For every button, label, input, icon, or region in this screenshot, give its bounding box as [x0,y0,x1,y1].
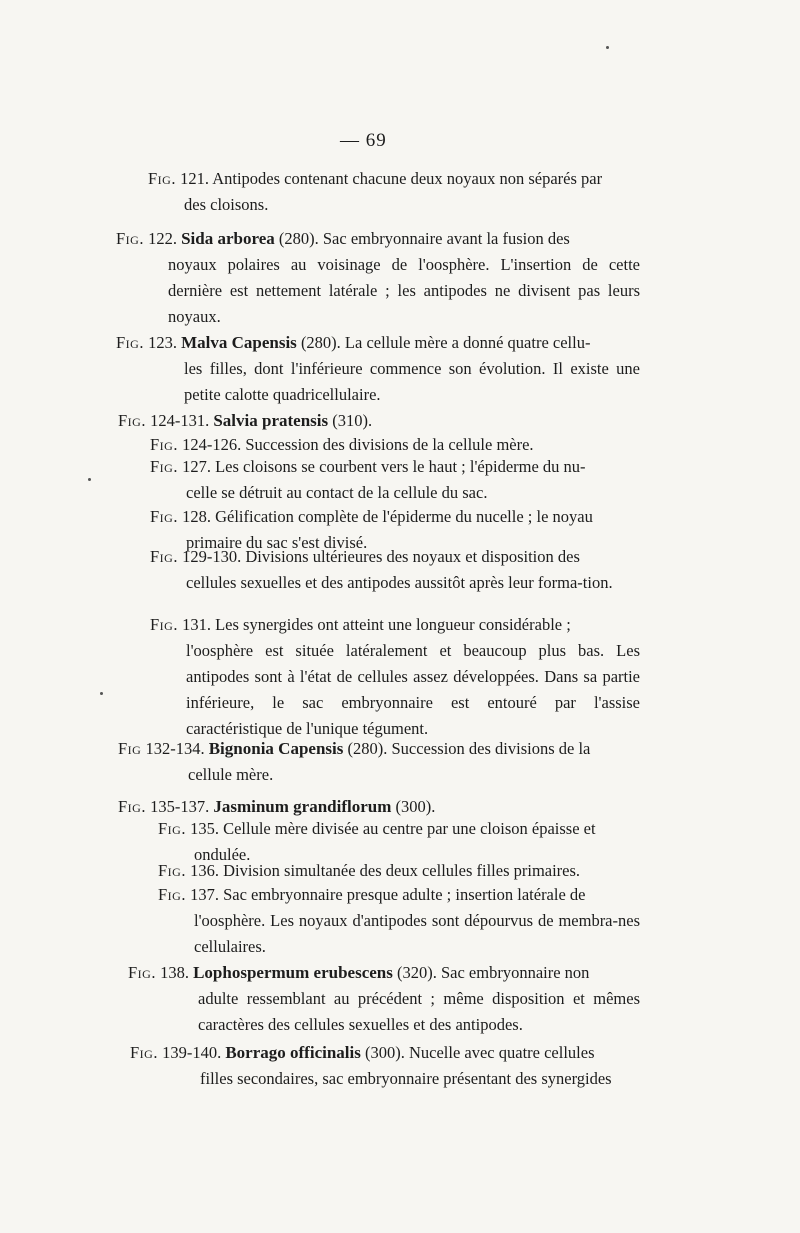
caption-text: (280). Sac embryonnaire avant la fusion des [278,229,570,248]
caption-text: (310). [332,411,373,430]
fig-number: 128. [182,507,211,526]
caption-continuation: l'oosphère. Les noyaux d'antipodes sont dépourvus de membra-nes cellulaires. [194,911,640,956]
fig-number: 123. [148,333,177,352]
species-name: Bignonia Capensis [208,739,344,758]
caption-text: Les synergides ont atteint une longueur considérable ; [215,615,571,634]
caption-continuation: adulte ressemblant au précédent ; même disposition et mêmes caractères des cellules sexuelles et des antipodes. [198,989,640,1034]
caption-text: Cellule mère divisée au centre par une cloison épaisse et [223,819,596,838]
fig-number: 124-131. [150,411,210,430]
fig-label: Fig. [116,229,144,248]
caption-continuation: primaire du sac s'est divisé. [186,533,368,552]
caption-continuation: celle se détruit au contact de la cellule du sac. [186,483,488,502]
fig-number: 135. [190,819,219,838]
figure-caption-139-140 [130,1040,642,1092]
fig-number: 121. [180,169,209,188]
fig-label: Fig. [150,615,178,634]
caption-continuation: cellule mère. [188,765,274,784]
figure-caption-132-134 [118,736,640,788]
fig-label: Fig. [158,861,186,880]
figure-caption-131 [150,612,640,742]
fig-label: Fig. [118,411,146,430]
fig-number: 136. [190,861,219,880]
figure-caption-136 [158,858,640,884]
caption-text: Division simultanée des deux cellules filles primaires. [223,861,581,880]
fig-label: Fig. [150,435,178,454]
paper-speck [606,46,609,49]
figure-caption-123 [116,330,640,408]
species-name: Malva Capensis [181,333,297,352]
caption-continuation: cellules sexuelles et des antipodes aussitôt après leur forma-tion. [186,573,613,592]
caption-text: (280). La cellule mère a donné quatre cellu- [300,333,591,352]
figure-caption-124-131 [118,408,640,434]
species-name: Salvia pratensis [213,411,329,430]
species-name: Borrago officinalis [225,1043,361,1062]
fig-label: Fig. [148,169,176,188]
fig-number: 137. [190,885,219,904]
caption-text: (300). [395,797,436,816]
caption-text: Antipodes contenant chacune deux noyaux non séparés par [212,169,603,188]
fig-label: Fig. [150,507,178,526]
caption-text: Gélification complète de l'épiderme du nucelle ; le noyau [215,507,593,526]
figure-caption-127 [150,454,640,506]
fig-number: 124-126. [182,435,242,454]
figure-caption-122 [116,226,640,330]
fig-label: Fig. [128,963,156,982]
caption-continuation: ondulée. [194,845,251,864]
species-name: Sida arborea [181,229,275,248]
page-number: — 69 [340,130,387,151]
fig-label: Fig. [130,1043,158,1062]
figure-caption-121 [148,166,640,218]
caption-text: Succession des divisions de la cellule mère. [245,435,534,454]
fig-number: 139-140. [162,1043,222,1062]
caption-text: Les cloisons se courbent vers le haut ; l'épiderme du nu- [215,457,586,476]
figure-caption-129-130 [150,544,640,596]
fig-label: Fig. [116,333,144,352]
figure-caption-138 [128,960,640,1038]
fig-number: 127. [182,457,211,476]
species-name: Jasminum grandiflorum [213,797,392,816]
figure-caption-137 [158,882,640,960]
fig-number: 132-134. [145,739,205,758]
paper-speck [88,478,91,481]
paper-speck [100,692,103,695]
caption-text: Sac embryonnaire presque adulte ; insertion latérale de [223,885,586,904]
fig-number: 138. [160,963,189,982]
fig-label: Fig. [150,547,178,566]
fig-number: 131. [182,615,211,634]
fig-label: Fig [118,739,142,758]
caption-continuation: des cloisons. [184,195,269,214]
caption-text: (320). Sac embryonnaire non [396,963,590,982]
fig-number: 122. [148,229,177,248]
caption-continuation: filles secondaires, sac embryonnaire présentant des synergides [200,1069,612,1088]
fig-number: 129-130. [182,547,242,566]
caption-continuation: noyaux polaires au voisinage de l'oosphère. L'insertion de cette dernière est nettement latérale ; les antipodes ne divisent pas leurs noyaux. [168,255,640,326]
caption-continuation: les filles, dont l'inférieure commence son évolution. Il existe une petite calotte quadricellulaire. [184,359,640,404]
fig-label: Fig. [118,797,146,816]
species-name: Lophospermum erubescens [193,963,393,982]
fig-number: 135-137. [150,797,210,816]
caption-text: (300). Nucelle avec quatre cellules [364,1043,595,1062]
caption-text: (280). Succession des divisions de la [347,739,591,758]
fig-label: Fig. [150,457,178,476]
caption-text: Divisions ultérieures des noyaux et disposition des [245,547,580,566]
fig-label: Fig. [158,819,186,838]
caption-continuation: l'oosphère est située latéralement et beaucoup plus bas. Les antipodes sont à l'état de cellules assez développées. Dans sa partie inférieure, le sac embryonnaire est entouré par l'assise caractéristique de l'unique tégument. [186,641,640,738]
fig-label: Fig. [158,885,186,904]
